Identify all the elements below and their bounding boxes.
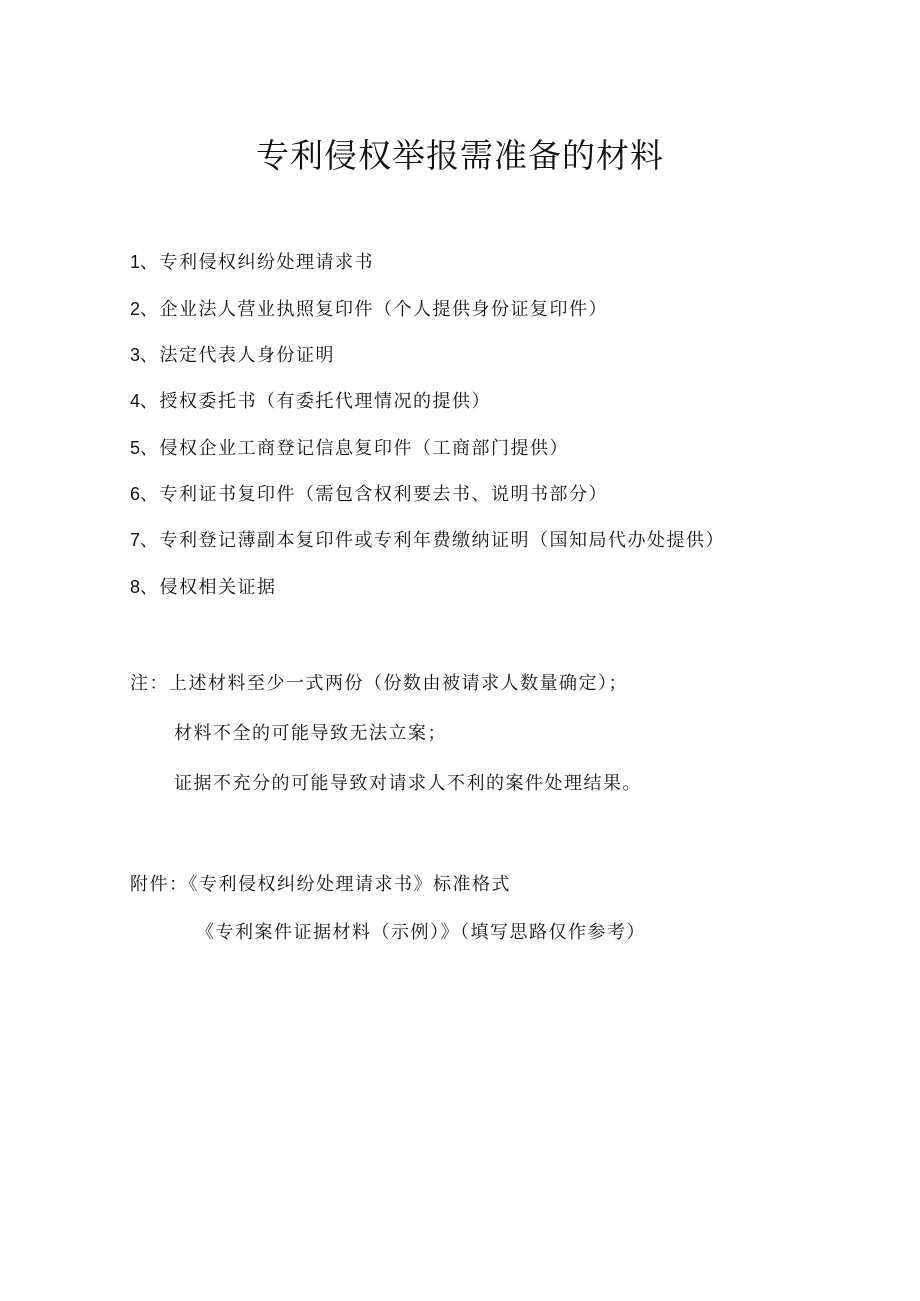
list-item (130, 574, 277, 601)
attachment-line: 附件：《专利侵权纠纷处理请求书》标准格式 (130, 874, 511, 895)
item-number: 6 (130, 484, 141, 504)
item-text: 、侵权企业工商登记信息复印件（工商部门提供） (140, 438, 570, 459)
list-item (130, 342, 335, 369)
list-item (130, 249, 374, 276)
item-number: 3 (130, 345, 141, 365)
note-line: 材料不全的可能导致无法立案； (174, 723, 447, 744)
note-line: 证据不充分的可能导致对请求人不利的案件处理结果。 (174, 773, 642, 794)
list-item (130, 527, 725, 554)
attachment-line: 《专利案件证据材料（示例）》（填写思路仅作参考） (196, 922, 646, 943)
list-item (130, 296, 608, 323)
item-text: 、企业法人营业执照复印件（个人提供身份证复印件） (140, 299, 609, 320)
item-number: 2 (130, 299, 141, 319)
item-number: 8 (130, 577, 141, 597)
item-text: 、专利证书复印件（需包含权利要去书、说明书部分） (140, 484, 609, 505)
list-item (130, 481, 608, 508)
page-title: 专利侵权举报需准备的材料 (256, 136, 664, 175)
item-text: 、专利侵权纠纷处理请求书 (140, 252, 375, 273)
note-line: 注：上述材料至少一式两份（份数由被请求人数量确定）； (130, 673, 628, 694)
item-text: 、授权委托书（有委托代理情况的提供） (140, 391, 492, 412)
item-number: 4 (130, 391, 141, 411)
item-text: 、侵权相关证据 (140, 577, 277, 598)
item-number: 5 (130, 438, 141, 458)
item-text: 、法定代表人身份证明 (140, 345, 336, 366)
list-item (130, 388, 491, 415)
item-number: 7 (130, 530, 141, 550)
item-text: 、专利登记薄副本复印件或专利年费缴纳证明（国知局代办处提供） (140, 530, 726, 551)
item-number: 1 (130, 252, 141, 272)
list-item (130, 435, 569, 462)
